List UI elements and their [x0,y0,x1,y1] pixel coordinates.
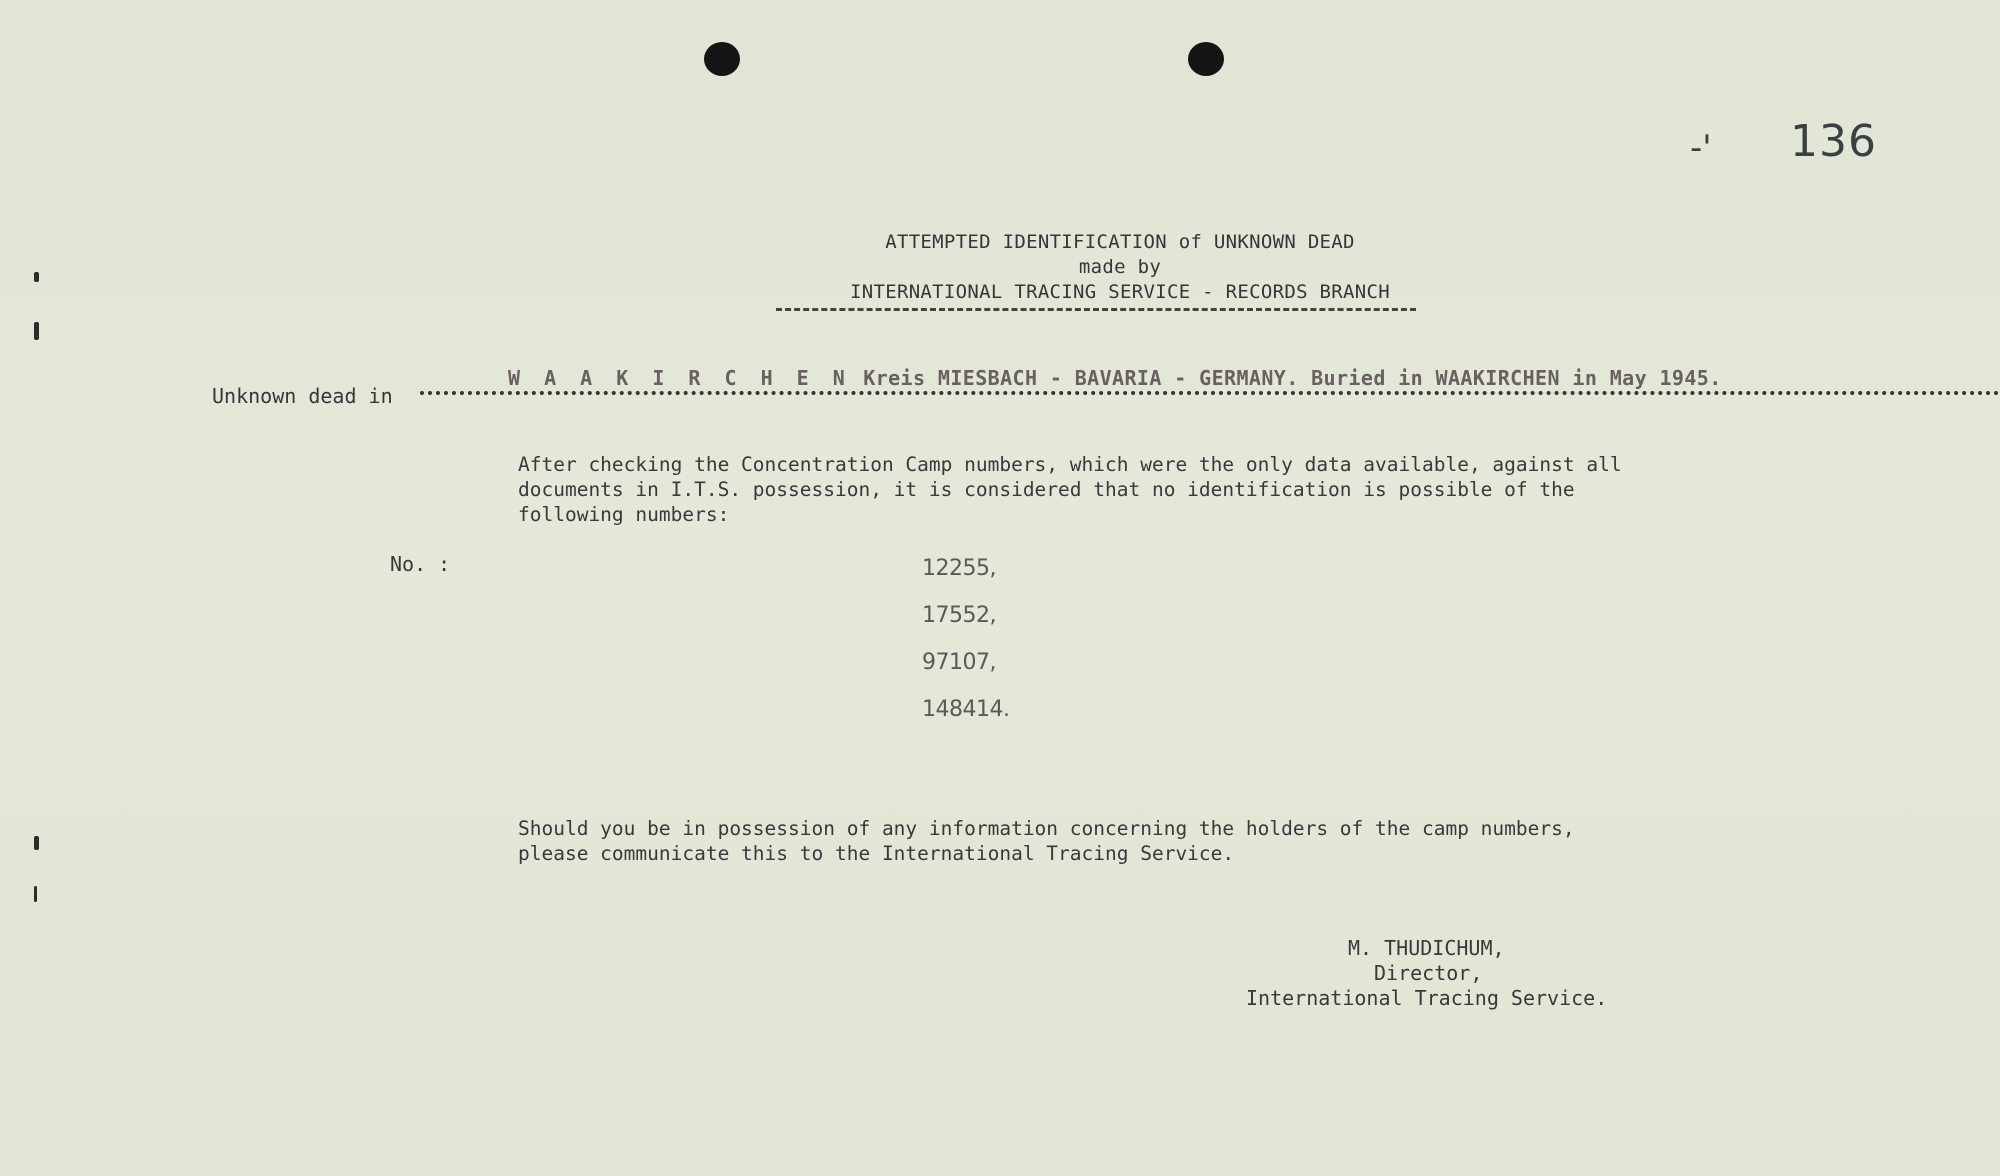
place-details: Kreis MIESBACH - BAVARIA - GERMANY. Buried in WAAKIRCHEN in May 1945. [863,366,1722,390]
header-organization: INTERNATIONAL TRACING SERVICE - RECORDS BRANCH [850,281,1390,303]
document-header [760,230,1480,305]
edge-mark [34,886,37,902]
numbers-label: No. : [390,552,451,576]
signature-block [1246,936,1646,1011]
place-label: Unknown dead in [212,384,393,408]
header-subtitle: made by [1078,256,1162,278]
place-dotted-line [420,391,2000,395]
edge-mark [34,836,39,850]
place-town: W A A K I R C H E N [508,366,851,390]
camp-number: 12255, [922,556,996,581]
closing-paragraph [518,816,1575,866]
edge-mark [34,322,39,340]
signature-organization: International Tracing Service. [1246,986,1608,1010]
signature-name: M. THUDICHUM, [1348,936,1505,960]
intro-line: After checking the Concentration Camp numbers, which were the only data available, against all [518,453,1622,476]
camp-numbers-list [922,556,1009,744]
page-number-prefix: -' [1690,128,1712,168]
page-number: 136 [1790,116,1877,167]
intro-paragraph [518,452,1622,527]
punch-hole-right [1188,42,1224,76]
intro-line: following numbers: [518,503,730,526]
punch-hole-left [704,42,740,76]
intro-line: documents in I.T.S. possession, it is considered that no identification is possible of the [518,478,1575,501]
place-value [508,366,1722,390]
edge-mark [34,272,39,282]
camp-number: 17552, [922,603,996,628]
signature-title: Director, [1374,961,1483,985]
camp-number: 97107, [922,650,996,675]
closing-line: please communicate this to the International Tracing Service. [518,842,1235,865]
header-divider [776,308,1416,311]
header-title: ATTEMPTED IDENTIFICATION of UNKNOWN DEAD [885,231,1355,253]
camp-number: 148414. [922,697,1010,722]
closing-line: Should you be in possession of any information concerning the holders of the camp numbers, [518,817,1575,840]
